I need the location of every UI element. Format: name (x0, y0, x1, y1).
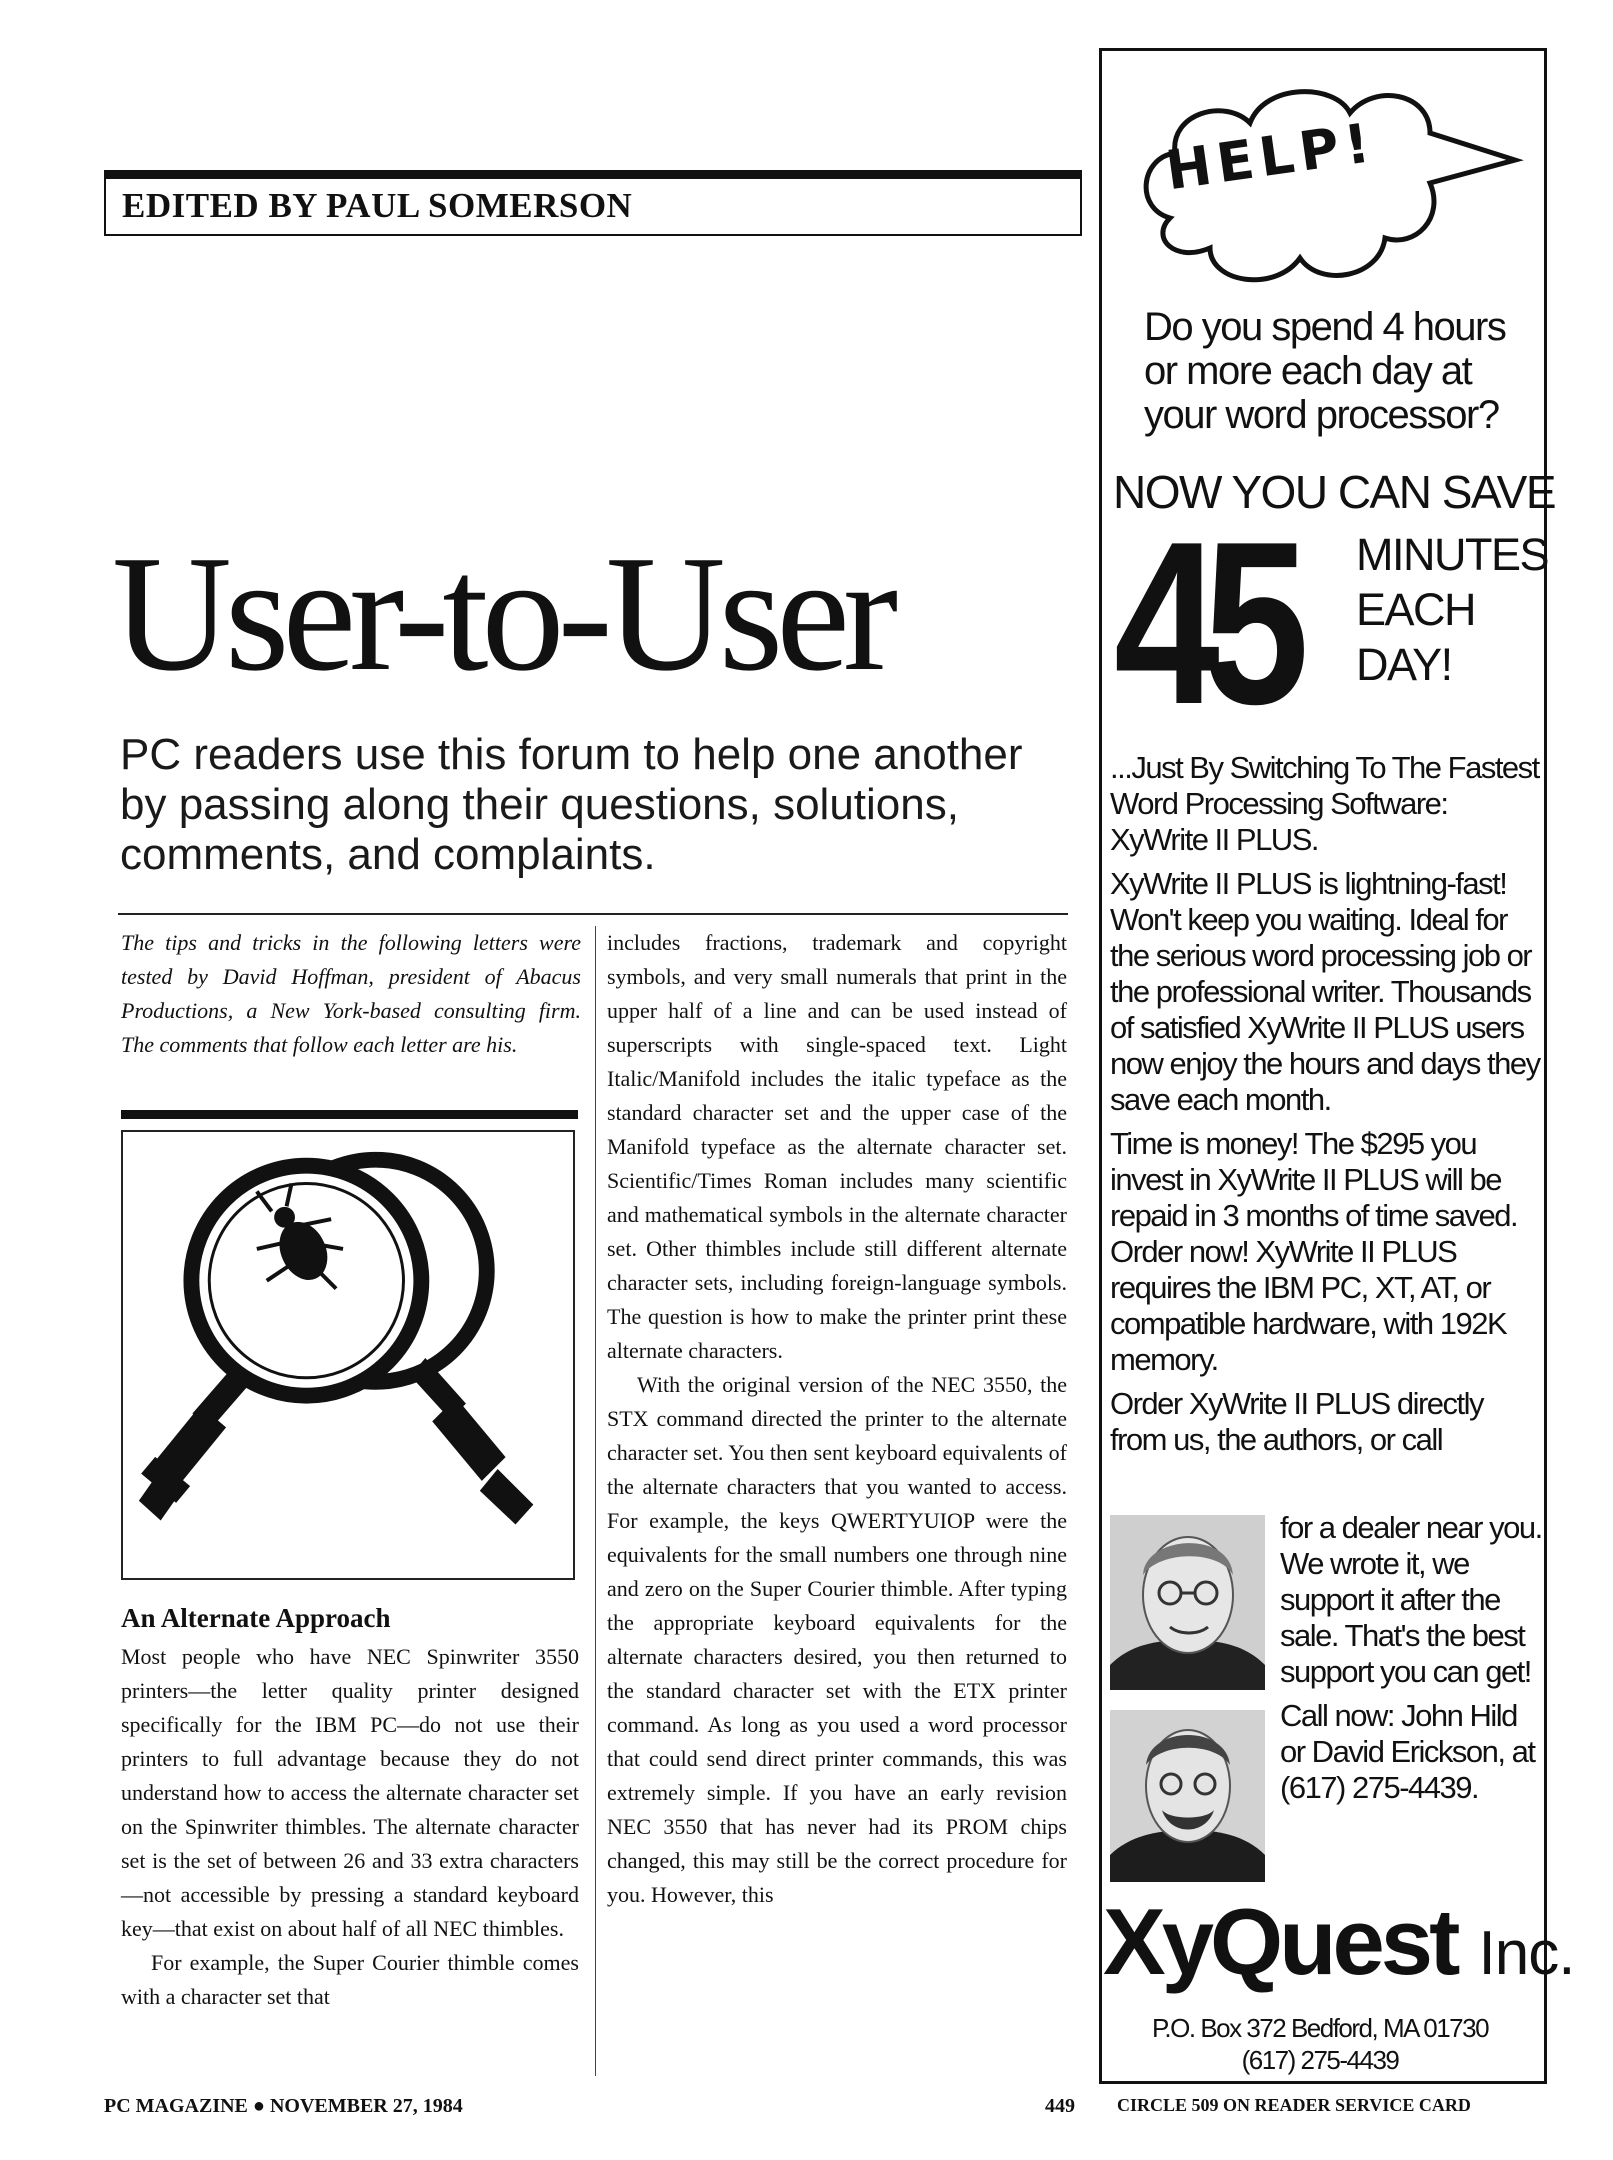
column-1-paragraph-1: Most people who have NEC Spinwriter 3550 printers—the letter quality printer designed specifically for the IBM PC—do not use their printers to full advantage because they do not understand how to access the alternate character set on the Spinwriter thimbles. The alternate character set is the set of between 26 and 33 extra characters—not accessible by pressing a standard keyboard key—that exist on about half of all NEC thimbles. (121, 1644, 579, 1941)
ad-minutes-line: MINUTES (1356, 529, 1548, 580)
column-divider (595, 926, 596, 2076)
ad-body-copy (1110, 750, 1542, 1466)
section-heading: An Alternate Approach (121, 1603, 391, 1633)
header-rule (104, 170, 1082, 179)
footer-service-card: CIRCLE 509 ON READER SERVICE CARD (1117, 2095, 1471, 2115)
article-subtitle: PC readers use this forum to help one another by passing along their questions, solutions, comments, and complaints. (120, 730, 1023, 879)
footer-page-number: 449 (1045, 2095, 1075, 2117)
speech-bubble-icon (1130, 68, 1530, 338)
ad-paragraph-2: XyWrite II PLUS is lightning-fast! Won't keep you waiting. Ideal for the serious word processing job or the professional writer. Thousands of satisfied XyWrite II PLUS users now enjoy the hours and days they save each month. (1110, 866, 1540, 1117)
column-2-paragraph-2: With the original version of the NEC 3550, the STX command directed the printer to the alternate character set. You then sent keyboard equivalents of the alternate characters that you wanted to access. For example, the keys QWERTYUIOP were the equivalents for the small numbers one through nine and zero on the Super Courier thimble. After typing the appropriate keyboard equivalents for the alternate characters desired, you then returned to the standard character set with the ETX printer command. As long as you used a word processor that could send direct printer commands, this was extremely simple. If you have an early revision NEC 3550 that has never had its PROM chips changed, this may still be the correct procedure for you. However, this (607, 1372, 1067, 1907)
xyquest-logo (1103, 1889, 1575, 1994)
ad-big-number: 45 (1114, 494, 1293, 753)
ad-address-block (1100, 2012, 1540, 2076)
ad-wrapped-copy (1280, 1510, 1542, 1814)
ad-question: Do you spend 4 hours or more each day at your word processor? (1144, 305, 1506, 437)
ad-paragraph-4: Order XyWrite II PLUS directly from us, the authors, or call (1110, 1386, 1484, 1457)
column-1-paragraph-2: For example, the Super Courier thimble comes with a character set that (121, 1950, 579, 2009)
ad-save-line: NOW YOU CAN SAVE (1113, 466, 1556, 518)
ad-address: P.O. Box 372 Bedford, MA 01730 (1151, 2013, 1489, 2043)
column-2-text (607, 926, 1067, 1912)
ad-paragraph-3: Time is money! The $295 you invest in XyWrite II PLUS will be repaid in 3 months of time saved. Order now! XyWrite II PLUS requires the IBM PC, XT, AT, or compatible hardware, with 192K memory. (1110, 1126, 1518, 1377)
article-title: User-to-User (112, 521, 892, 705)
ad-day-line: DAY! (1356, 639, 1452, 690)
ad-phone: (617) 275-4439 (1241, 2045, 1399, 2075)
subtitle-rule (118, 913, 1068, 915)
ad-paragraph-1: ...Just By Switching To The Fastest Word Processing Software: XyWrite II PLUS. (1110, 750, 1539, 857)
ad-minutes-block (1356, 527, 1548, 692)
portrait-photo-david-erickson (1110, 1710, 1265, 1882)
illustration-magnifier-bug (121, 1130, 575, 1580)
ad-paragraph-6: Call now: John Hild or David Erickson, at (617) 275-4439. (1280, 1698, 1535, 1805)
intro-note: The tips and tricks in the following letters were tested by David Hoffman, president of Abacus Productions, a New York-based consulting firm. The comments that follow each letter are his. (121, 930, 581, 1057)
intro-rule (121, 1110, 578, 1119)
ad-paragraph-5: for a dealer near you. We wrote it, we support it after the sale. That's the best support you can get! (1280, 1510, 1542, 1689)
magnifying-glass-icon (123, 1132, 573, 1578)
logo-main: XyQuest (1103, 1889, 1457, 1994)
ad-each-line: EACH (1356, 584, 1476, 635)
footer-publication: PC MAGAZINE ● NOVEMBER 27, 1984 (104, 2095, 463, 2117)
column-2-paragraph-1: includes fractions, trademark and copyright symbols, and very small numerals that print in the upper half of a line and can be used instead of superscripts with single-spaced text. Light Italic/Manifold includes the italic typeface as the standard character set and the upper case of the Manifold typeface as the alternate character set. Scientific/Times Roman includes many scientific and mathematical symbols in the alternate character set. Other thimbles include still different alternate character sets, including foreign-language symbols. The question is how to make the printer print these alternate characters. (607, 930, 1067, 1363)
portrait-photo-john-hild (1110, 1515, 1265, 1690)
help-bubble-text: HELP! (1162, 110, 1380, 203)
column-1-text (121, 1640, 579, 2014)
edited-by-line: EDITED BY PAUL SOMERSON (122, 186, 633, 225)
logo-inc: Inc. (1478, 1919, 1575, 1988)
